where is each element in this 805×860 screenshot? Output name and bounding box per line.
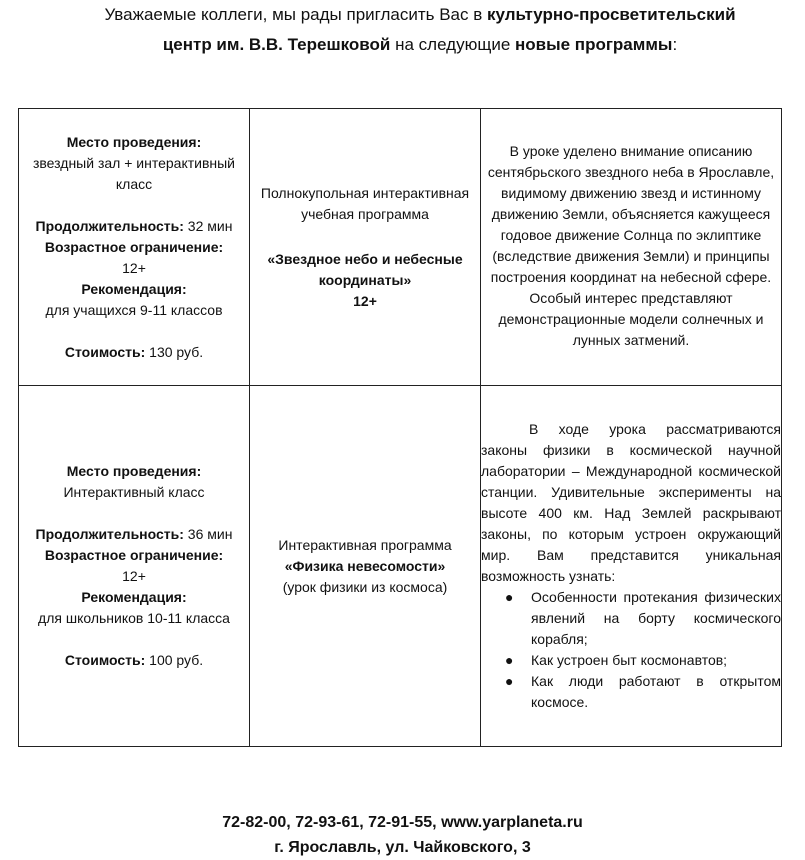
duration-value: 36 мин [183,526,233,542]
bullet-icon: ● [505,652,514,668]
duration-value: 32 мин [183,217,233,234]
program-type: Полнокупольная интерактивная учебная программа [260,184,470,222]
price-value: 130 руб. [145,343,204,360]
list-item-text: Как устроен быт космонавтов; [531,652,728,668]
price-label: Стоимость: [64,343,146,360]
recommendation-label: Рекомендация: [81,280,187,297]
age-value: 12+ [122,568,146,584]
invitation-text [40,0,800,60]
venue-value: звездный зал + интерактивный класс [32,154,236,192]
contacts-line: 72-82-00, 72-93-61, 72-91-55, www.yarplaneta.ru [222,814,583,831]
price-value: 100 руб. [145,652,204,668]
invitation-center-name: центр им. В.В. Терешковой [162,35,391,54]
program-type: Интерактивная программа [278,536,452,553]
recommendation-value: для учащихся 9-11 классов [45,301,223,318]
age-label: Возрастное ограничение: [44,238,224,255]
program-row-stars [19,109,782,386]
invitation-prefix: Уважаемые коллеги, мы рады пригласить Вас в [104,5,487,24]
program-row-physics [19,386,782,747]
list-item [505,671,781,713]
invitation-middle: на следующие [390,35,515,54]
venue-label: Место проведения: [66,133,202,150]
recommendation-value: для школьников 10-11 класса [38,610,230,626]
age-label: Возрастное ограничение: [44,547,224,563]
programs-table [18,108,782,747]
invitation-colon: : [672,35,678,54]
duration-label: Продолжительность: [35,217,184,234]
program-description-cell [481,386,782,747]
venue-label: Место проведения: [66,463,202,479]
age-value: 12+ [122,259,146,276]
program-description-cell [481,109,782,386]
venue-value: Интерактивный класс [63,484,205,500]
program-description: В уроке уделено внимание описанию сентябрьского звездного неба в Ярославле, видимому движению звезд и истинному движению Земли, объясняется кажущееся годовое движение Солнца по эклиптике (вследствие движения Земли) и принципы построения координат на небесной сфере. Особый интерес представляют демонстрационные модели солнечных и лунных затмений. [487,143,775,348]
program-age-badge: 12+ [353,292,377,309]
list-item [505,650,781,671]
program-info-cell [19,386,250,747]
recommendation-label: Рекомендация: [81,589,187,605]
invitation-line-1 [40,0,800,30]
program-description: В ходе урока рассматриваются законы физики в космической научной лаборатории – Международной космической станции. Удивительные эксперименты на высоте 400 км. Над Землей раскрывают законы, по которым устроен окружающий мир. Вам представится уникальная возможность узнать: [481,421,781,584]
bullet-icon: ● [505,589,514,605]
program-info-cell [19,109,250,386]
address-line: г. Ярославль, ул. Чайковского, 3 [274,839,531,856]
program-name: «Звездное небо и небесные координаты» [267,250,463,288]
list-item-text: Особенности протекания физических явлений на борту космического корабля; [531,589,781,647]
bullet-icon: ● [505,673,514,689]
invitation-center-type: культурно-просветительский [486,5,736,24]
program-title-cell [250,386,481,747]
duration-label: Продолжительность: [35,526,184,542]
program-name: «Физика невесомости» [284,557,446,574]
program-title-cell [250,109,481,386]
list-item [505,587,781,650]
program-topics-list [481,587,781,713]
invitation-new-programs: новые программы [515,35,673,54]
program-subtitle: (урок физики из космоса) [282,578,448,595]
invitation-line-2 [40,30,800,60]
price-label: Стоимость: [64,652,146,668]
list-item-text: Как люди работают в открытом космосе. [531,673,781,710]
